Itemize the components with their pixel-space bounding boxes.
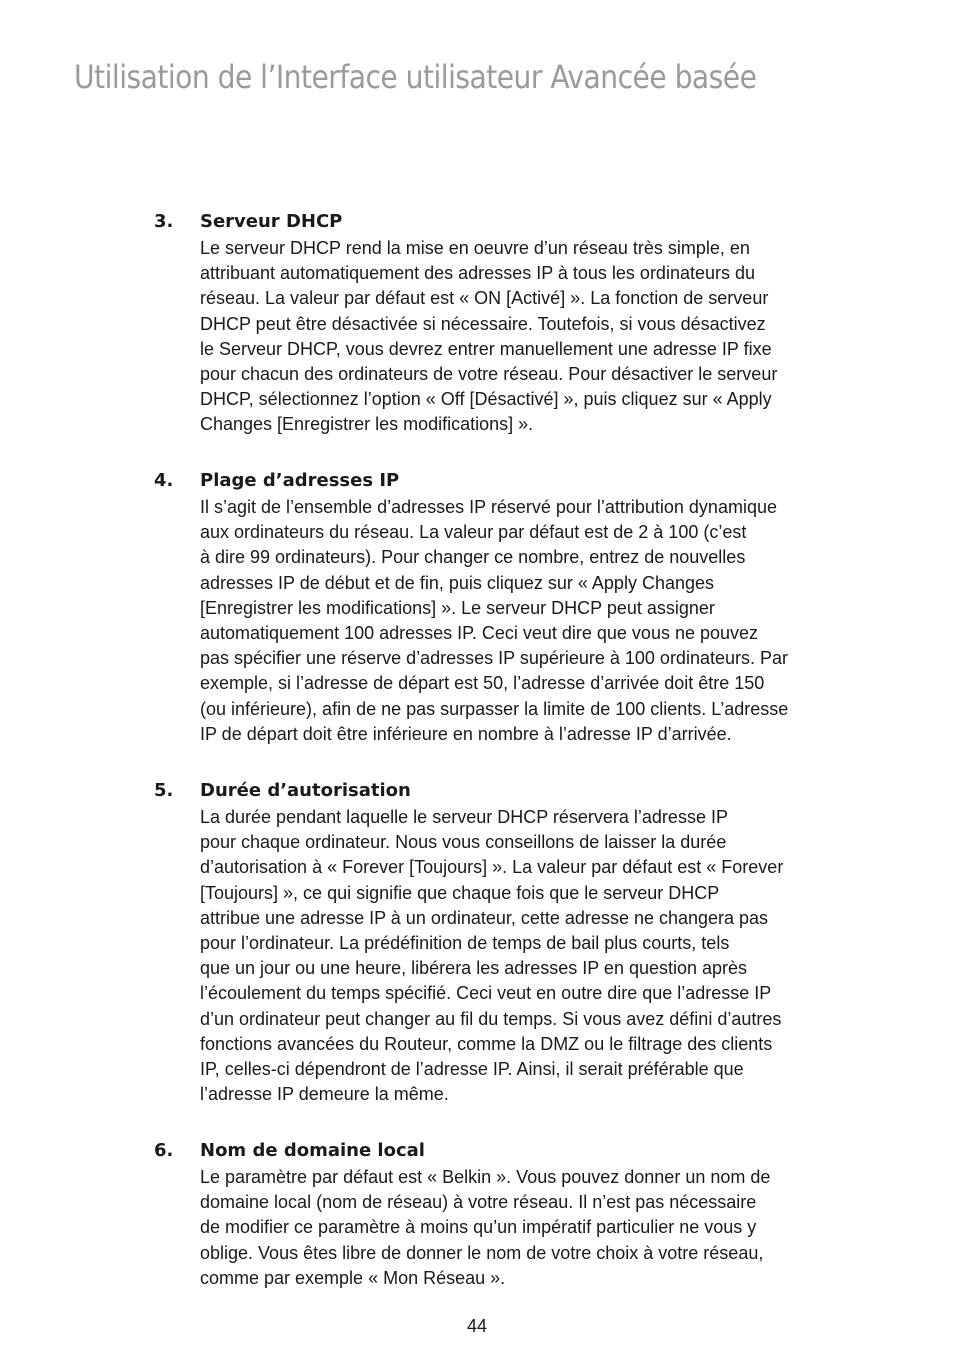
body-line: attribuant automatiquement des adresses IP à tous les ordinateurs du bbox=[200, 263, 756, 284]
section-title: Plage d’adresses IP bbox=[200, 470, 400, 491]
body-line: attribue une adresse IP à un ordinateur, cette adresse ne changera pas bbox=[200, 907, 769, 928]
section-title: Serveur DHCP bbox=[200, 211, 343, 232]
page-number: 44 bbox=[466, 1316, 488, 1336]
body-line: l’écoulement du temps spécifié. Ceci veut en outre dire que l’adresse IP bbox=[200, 983, 772, 1004]
section-number: 4. bbox=[154, 470, 174, 491]
body-line: pour l’ordinateur. La prédéfinition de temps de bail plus courts, tels bbox=[200, 933, 730, 954]
body-line: domaine local (nom de réseau) à votre réseau. Il n’est pas nécessaire bbox=[200, 1192, 757, 1213]
body-line: (ou inférieure), afin de ne pas surpasser la limite de 100 clients. L’adresse bbox=[200, 698, 789, 719]
body-line: à dire 99 ordinateurs). Pour changer ce nombre, entrez de nouvelles bbox=[200, 547, 746, 568]
body-line: comme par exemple « Mon Réseau ». bbox=[200, 1267, 506, 1288]
body-line: IP, celles-ci dépendront de l’adresse IP. Ainsi, il serait préférable que bbox=[200, 1059, 744, 1080]
body-line: Il s’agit de l’ensemble d’adresses IP réservé pour l’attribution dynamique bbox=[200, 497, 777, 517]
body-line: automatiquement 100 adresses IP. Ceci veut dire que vous ne pouvez bbox=[200, 623, 759, 644]
body-line: Changes [Enregistrer les modifications] ». bbox=[200, 414, 534, 435]
body-line: La durée pendant laquelle le serveur DHCP réservera l’adresse IP bbox=[200, 807, 728, 827]
page-title: Utilisation de l’Interface utilisateur Avancée basée bbox=[74, 58, 757, 96]
body-line: adresses IP de début et de fin, puis cliquez sur « Apply Changes bbox=[200, 572, 714, 593]
section-body bbox=[200, 236, 868, 438]
body-line: que un jour ou une heure, libérera les adresses IP en question après bbox=[200, 958, 748, 979]
section-body bbox=[200, 1165, 868, 1291]
body-line: réseau. La valeur par défaut est « ON [Activé] ». La fonction de serveur bbox=[200, 288, 769, 309]
body-line: pour chaque ordinateur. Nous vous conseillons de laisser la durée bbox=[200, 832, 727, 853]
body-line: fonctions avancées du Routeur, comme la DMZ ou le filtrage des clients bbox=[200, 1033, 773, 1054]
body-line: Le paramètre par défaut est « Belkin ». Vous pouvez donner un nom de bbox=[200, 1167, 771, 1187]
body-line: oblige. Vous êtes libre de donner le nom de votre choix à votre réseau, bbox=[200, 1242, 764, 1263]
body-line: DHCP peut être désactivée si nécessaire. Toutefois, si vous désactivez bbox=[200, 313, 766, 334]
section-number: 5. bbox=[154, 780, 174, 801]
body-line: DHCP, sélectionnez l’option « Off [Désactivé] », puis cliquez sur « Apply bbox=[200, 389, 772, 410]
section-body bbox=[200, 805, 868, 1107]
body-line: de modifier ce paramètre à moins qu’un impératif particulier ne vous y bbox=[200, 1217, 757, 1238]
section-number: 3. bbox=[154, 211, 174, 232]
section-body bbox=[200, 495, 868, 747]
body-line: d’un ordinateur peut changer au fil du temps. Si vous avez défini d’autres bbox=[200, 1008, 782, 1029]
body-line: aux ordinateurs du réseau. La valeur par défaut est de 2 à 100 (c’est bbox=[200, 522, 747, 543]
body-line: exemple, si l’adresse de départ est 50, l’adresse d’arrivée doit être 150 bbox=[200, 673, 765, 694]
body-line: [Enregistrer les modifications] ». Le serveur DHCP peut assigner bbox=[200, 597, 715, 618]
body-line: [Toujours] », ce qui signifie que chaque fois que le serveur DHCP bbox=[200, 882, 720, 903]
body-line: d’autorisation à « Forever [Toujours] ». La valeur par défaut est « Forever bbox=[200, 857, 784, 878]
section-title: Nom de domaine local bbox=[200, 1140, 425, 1161]
body-line: Le serveur DHCP rend la mise en oeuvre d’un réseau très simple, en bbox=[200, 238, 750, 258]
body-line: le Serveur DHCP, vous devrez entrer manuellement une adresse IP fixe bbox=[200, 338, 772, 359]
body-line: l’adresse IP demeure la même. bbox=[200, 1084, 449, 1105]
body-line: pour chacun des ordinateurs de votre réseau. Pour désactiver le serveur bbox=[200, 364, 778, 385]
body-line: IP de départ doit être inférieure en nombre à l’adresse IP d’arrivée. bbox=[200, 723, 732, 744]
body-line: pas spécifier une réserve d’adresses IP supérieure à 100 ordinateurs. Par bbox=[200, 648, 788, 669]
section-title: Durée d’autorisation bbox=[200, 780, 411, 801]
section-number: 6. bbox=[154, 1140, 174, 1161]
